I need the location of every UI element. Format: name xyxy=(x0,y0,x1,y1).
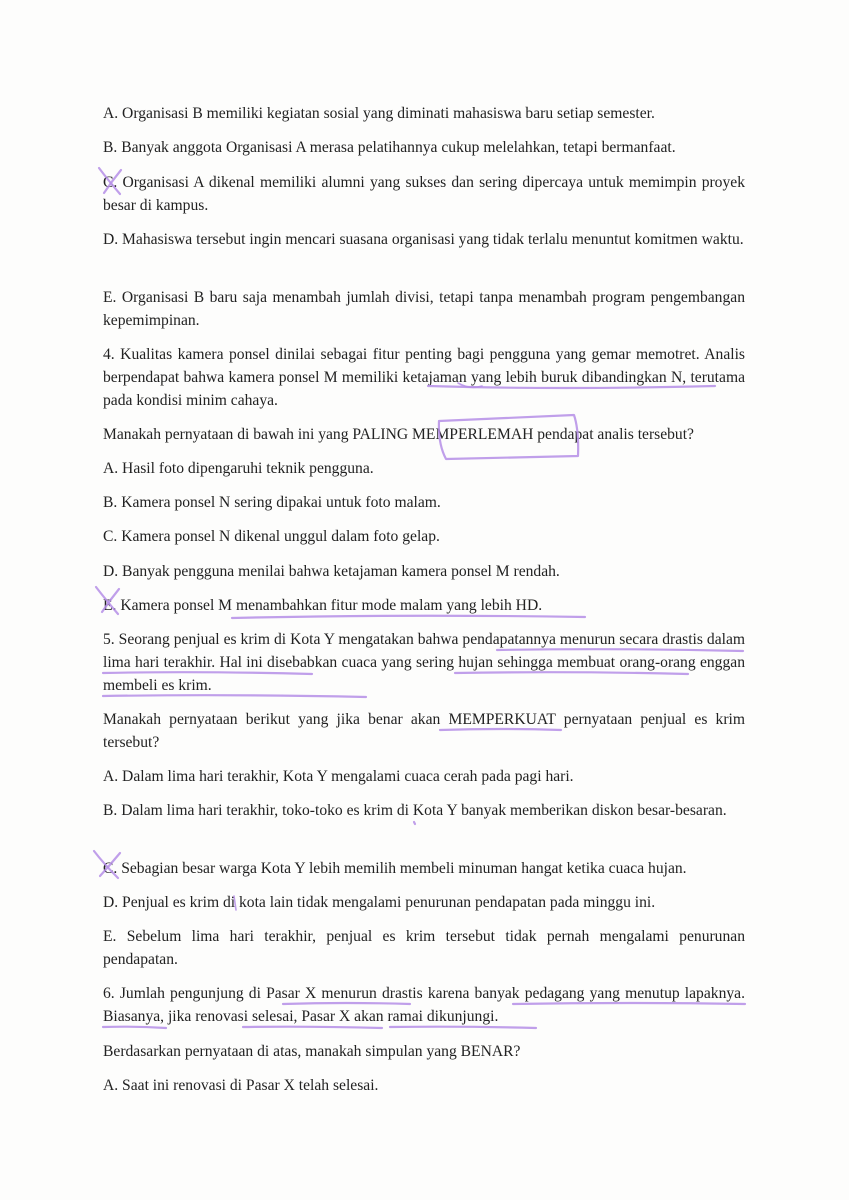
q4-option-e: E. Kamera ponsel M menambahkan fitur mode malam yang lebih HD. xyxy=(103,597,543,614)
q5-question: Manakah pernyataan berikut yang jika benar akan MEMPERKUAT pernyataan penjual es krim tersebut? xyxy=(103,711,745,751)
q3-option-d: D. Mahasiswa tersebut ingin mencari suasana organisasi yang tidak terlalu menuntut komitmen waktu. xyxy=(103,231,744,248)
q5-option-b: B. Dalam lima hari terakhir, toko-toko es krim di Kota Y banyak memberikan diskon besar-besaran. xyxy=(103,802,727,819)
q4-option-c: C. Kamera ponsel N dikenal unggul dalam foto gelap. xyxy=(103,528,440,545)
q6-option-a: A. Saat ini renovasi di Pasar X telah selesai. xyxy=(103,1077,379,1094)
q4-option-b: B. Kamera ponsel N sering dipakai untuk foto malam. xyxy=(103,494,441,511)
q4-stem: 4. Kualitas kamera ponsel dinilai sebagai fitur penting bagi pengguna yang gemar memotret. Analis berpendapat bahwa kamera ponsel M memiliki ketajaman yang lebih buruk dibandingkan N, terutama pada kondisi minim cahaya. xyxy=(103,346,745,409)
q3-option-e: E. Organisasi B baru saja menambah jumlah divisi, tetapi tanpa menambah program pengembangan kepemimpinan. xyxy=(103,289,745,329)
q5-option-c: C. Sebagian besar warga Kota Y lebih memilih membeli minuman hangat ketika cuaca hujan. xyxy=(103,860,687,877)
q5-option-e: E. Sebelum lima hari terakhir, penjual es krim tersebut tidak pernah mengalami penurunan pendapatan. xyxy=(103,928,745,968)
q3-option-c: C. Organisasi A dikenal memiliki alumni yang sukses dan sering dipercaya untuk memimpin proyek besar di kampus. xyxy=(103,174,745,214)
q4-option-d: D. Banyak pengguna menilai bahwa ketajaman kamera ponsel M rendah. xyxy=(103,563,560,580)
dot-mark xyxy=(414,822,415,824)
q3-option-b: B. Banyak anggota Organisasi A merasa pelatihannya cukup melelahkan, tetapi bermanfaat. xyxy=(103,139,676,156)
q6-question: Berdasarkan pernyataan di atas, manakah simpulan yang BENAR? xyxy=(103,1043,521,1060)
q5-stem: 5. Seorang penjual es krim di Kota Y mengatakan bahwa pendapatannya menurun secara drastis dalam lima hari terakhir. Hal ini disebabkan cuaca yang sering hujan sehingga membuat orang-orang enggan membeli es krim. xyxy=(103,631,745,694)
q6-stem: 6. Jumlah pengunjung di Pasar X menurun drastis karena banyak pedagang yang menutup lapaknya. Biasanya, jika renovasi selesai, Pasar X akan ramai dikunjungi. xyxy=(103,985,745,1025)
q5-option-d: D. Penjual es krim di kota lain tidak mengalami penurunan pendapatan pada minggu ini. xyxy=(103,894,656,911)
q3-option-a: A. Organisasi B memiliki kegiatan sosial yang diminati mahasiswa baru setiap semester. xyxy=(103,105,655,122)
q4-option-a: A. Hasil foto dipengaruhi teknik pengguna. xyxy=(103,460,374,477)
q4-question: Manakah pernyataan di bawah ini yang PALING MEMPERLEMAH pendapat analis tersebut? xyxy=(103,426,694,443)
q5-option-a: A. Dalam lima hari terakhir, Kota Y mengalami cuaca cerah pada pagi hari. xyxy=(103,768,574,785)
